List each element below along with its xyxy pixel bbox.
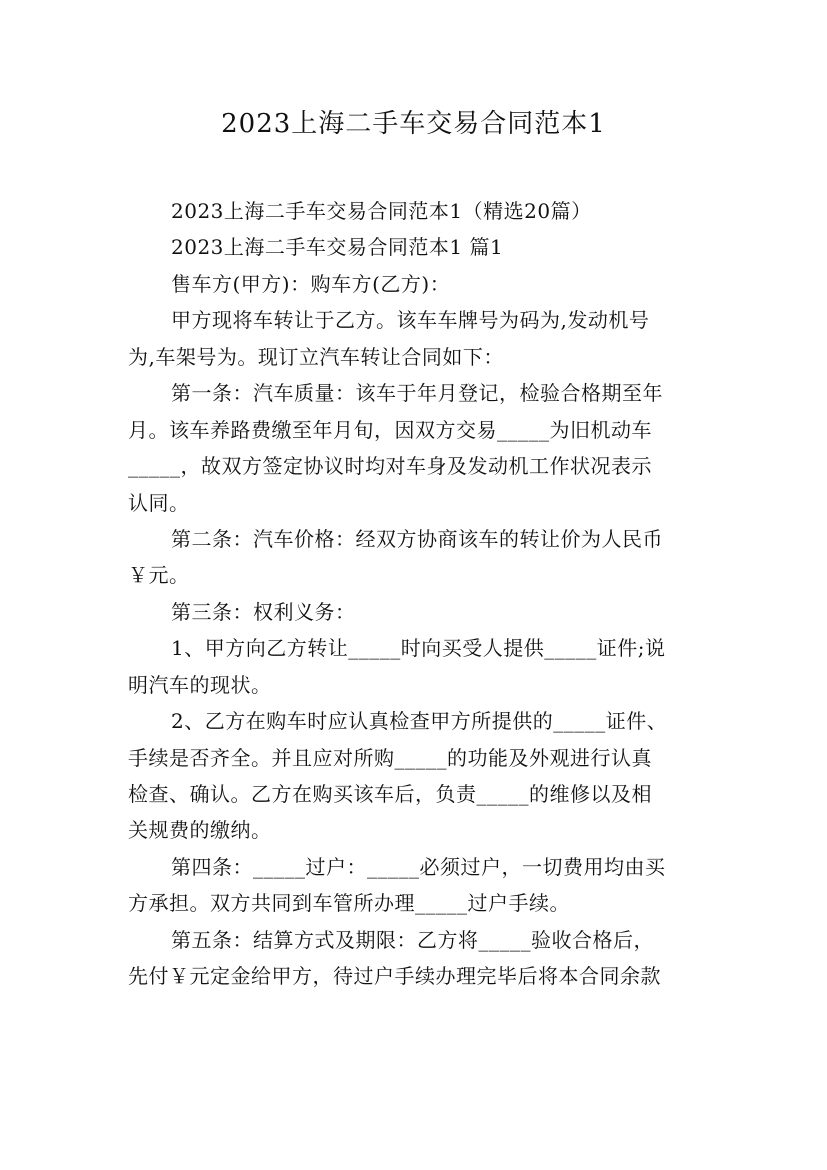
text-line: 先付￥元定金给甲方，待过户手续办理完毕后将本合同余款	[128, 964, 661, 989]
text-line: 月。该车养路费缴至年月旬，因双方交易_____为旧机动车	[128, 417, 652, 442]
text-line: 2023上海二手车交易合同范本1 篇1	[171, 235, 504, 260]
text-line: _____，故双方签定协议时均对车身及发动机工作状况表示	[128, 454, 652, 479]
text-line: 甲方现将车转让于乙方。该车车牌号为码为,发动机号	[171, 308, 650, 333]
text-line: 第三条：权利义务：	[171, 599, 356, 624]
text-line: 手续是否齐全。并且应对所购_____的功能及外观进行认真	[128, 745, 652, 770]
document-body	[128, 193, 708, 995]
text-line: 售车方(甲方)：购车方(乙方)：	[171, 271, 451, 296]
text-line: 为,车架号为。现订立汽车转让合同如下：	[128, 344, 504, 369]
text-line: 认同。	[128, 490, 190, 515]
text-line: 第五条：结算方式及期限：乙方将_____验收合格后，	[171, 927, 654, 952]
text-line: 明汽车的现状。	[128, 672, 272, 697]
text-line: 关规费的缴纳。	[128, 818, 272, 843]
text-line: 2、乙方在购车时应认真检查甲方所提供的_____证件、	[171, 709, 668, 734]
text-line: 检查、确认。乙方在购买该车后，负责_____的维修以及相	[128, 782, 652, 806]
text-line: 2023上海二手车交易合同范本1（精选20篇）	[171, 199, 592, 223]
document-title: 2023上海二手车交易合同范本1	[221, 109, 606, 139]
text-line: 第四条：_____过户：_____必须过户，一切费用均由买	[171, 854, 666, 879]
text-line: 第二条：汽车价格：经双方协商该车的转让价为人民币	[171, 526, 663, 551]
text-line: 第一条：汽车质量：该车于年月登记，检验合格期至年	[171, 381, 663, 406]
text-line: 方承担。双方共同到车管所办理_____过户手续。	[128, 891, 570, 916]
text-line: ￥元。	[128, 563, 190, 588]
text-line: 1、甲方向乙方转让_____时向买受人提供_____证件;说	[171, 636, 666, 661]
